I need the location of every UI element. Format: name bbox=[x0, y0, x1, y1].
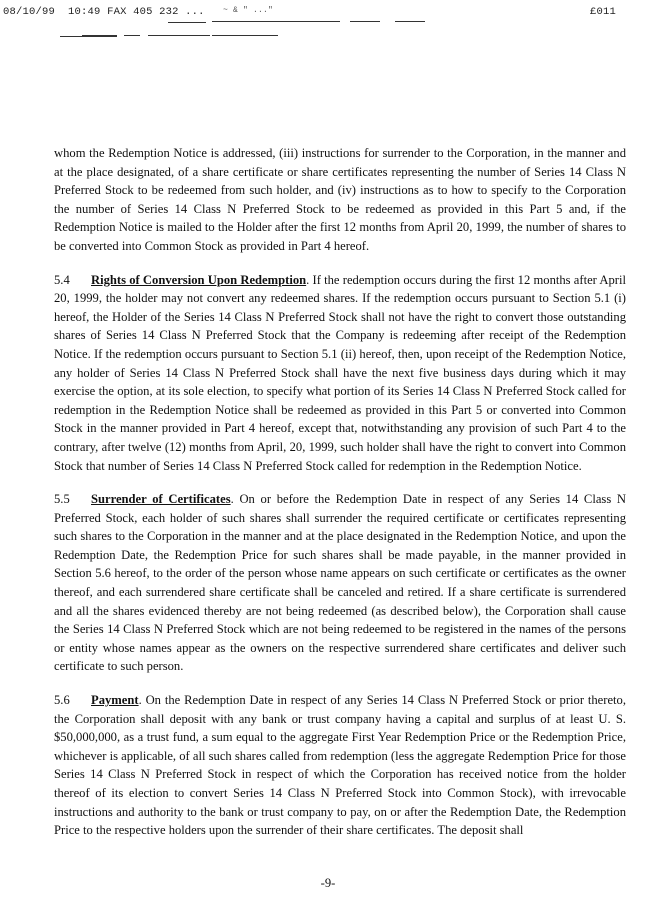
section-5-6 bbox=[54, 691, 626, 840]
document-page bbox=[54, 144, 626, 840]
fax-header-rule bbox=[395, 21, 425, 22]
section-title: Rights of Conversion Upon Redemption bbox=[91, 272, 307, 287]
fax-header-rule bbox=[280, 21, 340, 22]
section-5-5 bbox=[54, 490, 626, 676]
section-number: 5.6 bbox=[54, 693, 70, 708]
section-5-4 bbox=[54, 271, 626, 476]
fax-number: 405 232 ... bbox=[133, 6, 205, 18]
page-number: -9- bbox=[320, 876, 336, 890]
fax-header bbox=[3, 6, 653, 34]
section-title: Surrender of Certificates bbox=[91, 492, 231, 507]
section-number: 5.5 bbox=[54, 492, 70, 507]
fax-header-rule bbox=[212, 35, 278, 36]
continuation-paragraph: whom the Redemption Notice is addressed, (iii) instructions for surrender to the Corporation, in the manner and at the place designated, of a share certificate or share certificates representing the number of Series 14 Class N Preferred Stock to be redeemed from such holder, and (iv) instructions as to how to specify to the Corporation the number of Series 14 Class N Preferred Stock to be redeemed as provided in this Part 5 and, if the Redemption Notice is mailed to the Holder after the first 12 months from April 20, 1999, the number of shares to be converted into Common Stock as provided in Part 4 hereof. bbox=[54, 146, 626, 253]
fax-header-rule bbox=[350, 21, 380, 22]
fax-header-rule bbox=[60, 36, 82, 37]
fax-garbled-text: ~ & " ..." bbox=[223, 6, 274, 15]
section-body: . If the redemption occurs during the first 12 months after April 20, 1999, the holder may not convert any redeemed shares. If the redemption occurs pursuant to Section 5.1 (i) hereof, the Holder of the Series 14 Class N Preferred Stock shall not have the right to convert those outstanding shares of Series 14 Class N Preferred Stock that the Company is redeeming after receipt of the Redemption Notice. If the redemption occurs pursuant to Section 5.1 (ii) hereof, then, upon receipt of the Redemption Notice, any holder of Series 14 Class N Preferred Stock shall have the next five business days during which it may exercise the option, at its sole election, to specify what portion of its Series 14 Class N Preferred Stock called for redemption in the Redemption Notice shall be redeemed as provided in this Part 5 or converted into Common Stock in the manner provided in Part 4 hereof, except that, notwithstanding any provision of such Part 4 to the contrary, after twelve (12) months from April, 20, 1999, such holder shall have the right to convert into Common Stock that number of Series 14 Class N Preferred Stock called for redemption in the Redemption Notice. bbox=[54, 272, 626, 473]
fax-label: FAX bbox=[107, 6, 127, 18]
section-body: . On or before the Redemption Date in respect of any Series 14 Class N Preferred Stock, each holder of such shares shall surrender the required certificate or certificates representing such shares to the Corporation in the manner and at the place designated in the Redemption Notice, and upon the Redemption Date, the Redemption Price for such shares shall be made payable, in the manner provided in Section 5.6 hereof, to the order of the person whose name appears on such certificate or certificates as the owner thereof, and each surrendered share certificate shall be canceled and retired. If a share certificate is surrendered and all the shares evidenced thereby are not being redeemed (as described below), the Corporation shall cause the Series 14 Class N Preferred Stock which are not being redeemed to be registered in the names of the persons or entity whose names appear as the owners on the respective surrendered share certificates and deliver such certificate to such person. bbox=[54, 492, 627, 674]
fax-date: 08/10/99 bbox=[3, 6, 56, 18]
section-number: 5.4 bbox=[54, 272, 70, 287]
fax-header-rule bbox=[168, 22, 206, 23]
fax-transmission-stamp bbox=[3, 6, 205, 18]
section-title: Payment bbox=[91, 693, 139, 708]
fax-page-code: £011 bbox=[590, 6, 617, 18]
fax-header-rule bbox=[148, 35, 210, 36]
fax-header-rule bbox=[82, 35, 117, 37]
section-body: . On the Redemption Date in respect of any Series 14 Class N Preferred Stock or prior thereto, the Corporation shall deposit with any bank or trust company having a capital and surplus of at least U. S. $50,000,000, as a trust fund, a sum equal to the aggregate First Year Redemption Price or the Redemption Price, whichever is applicable, of all such shares called from redemption (less the aggregate Redemption Price for those Series 14 Class N Preferred Stock in respect of which the Corporation has received notice from the holder thereof of its election to convert Series 14 Class N Preferred Stock into Common Stock), with irrevocable instructions and authority to the bank or trust company to pay, on or after the Redemption Date, the Redemption Price to the respective holders upon the surrender of their share certificates. The deposit shall bbox=[54, 693, 626, 838]
fax-header-rule bbox=[124, 35, 140, 36]
fax-time: 10:49 bbox=[68, 6, 101, 18]
